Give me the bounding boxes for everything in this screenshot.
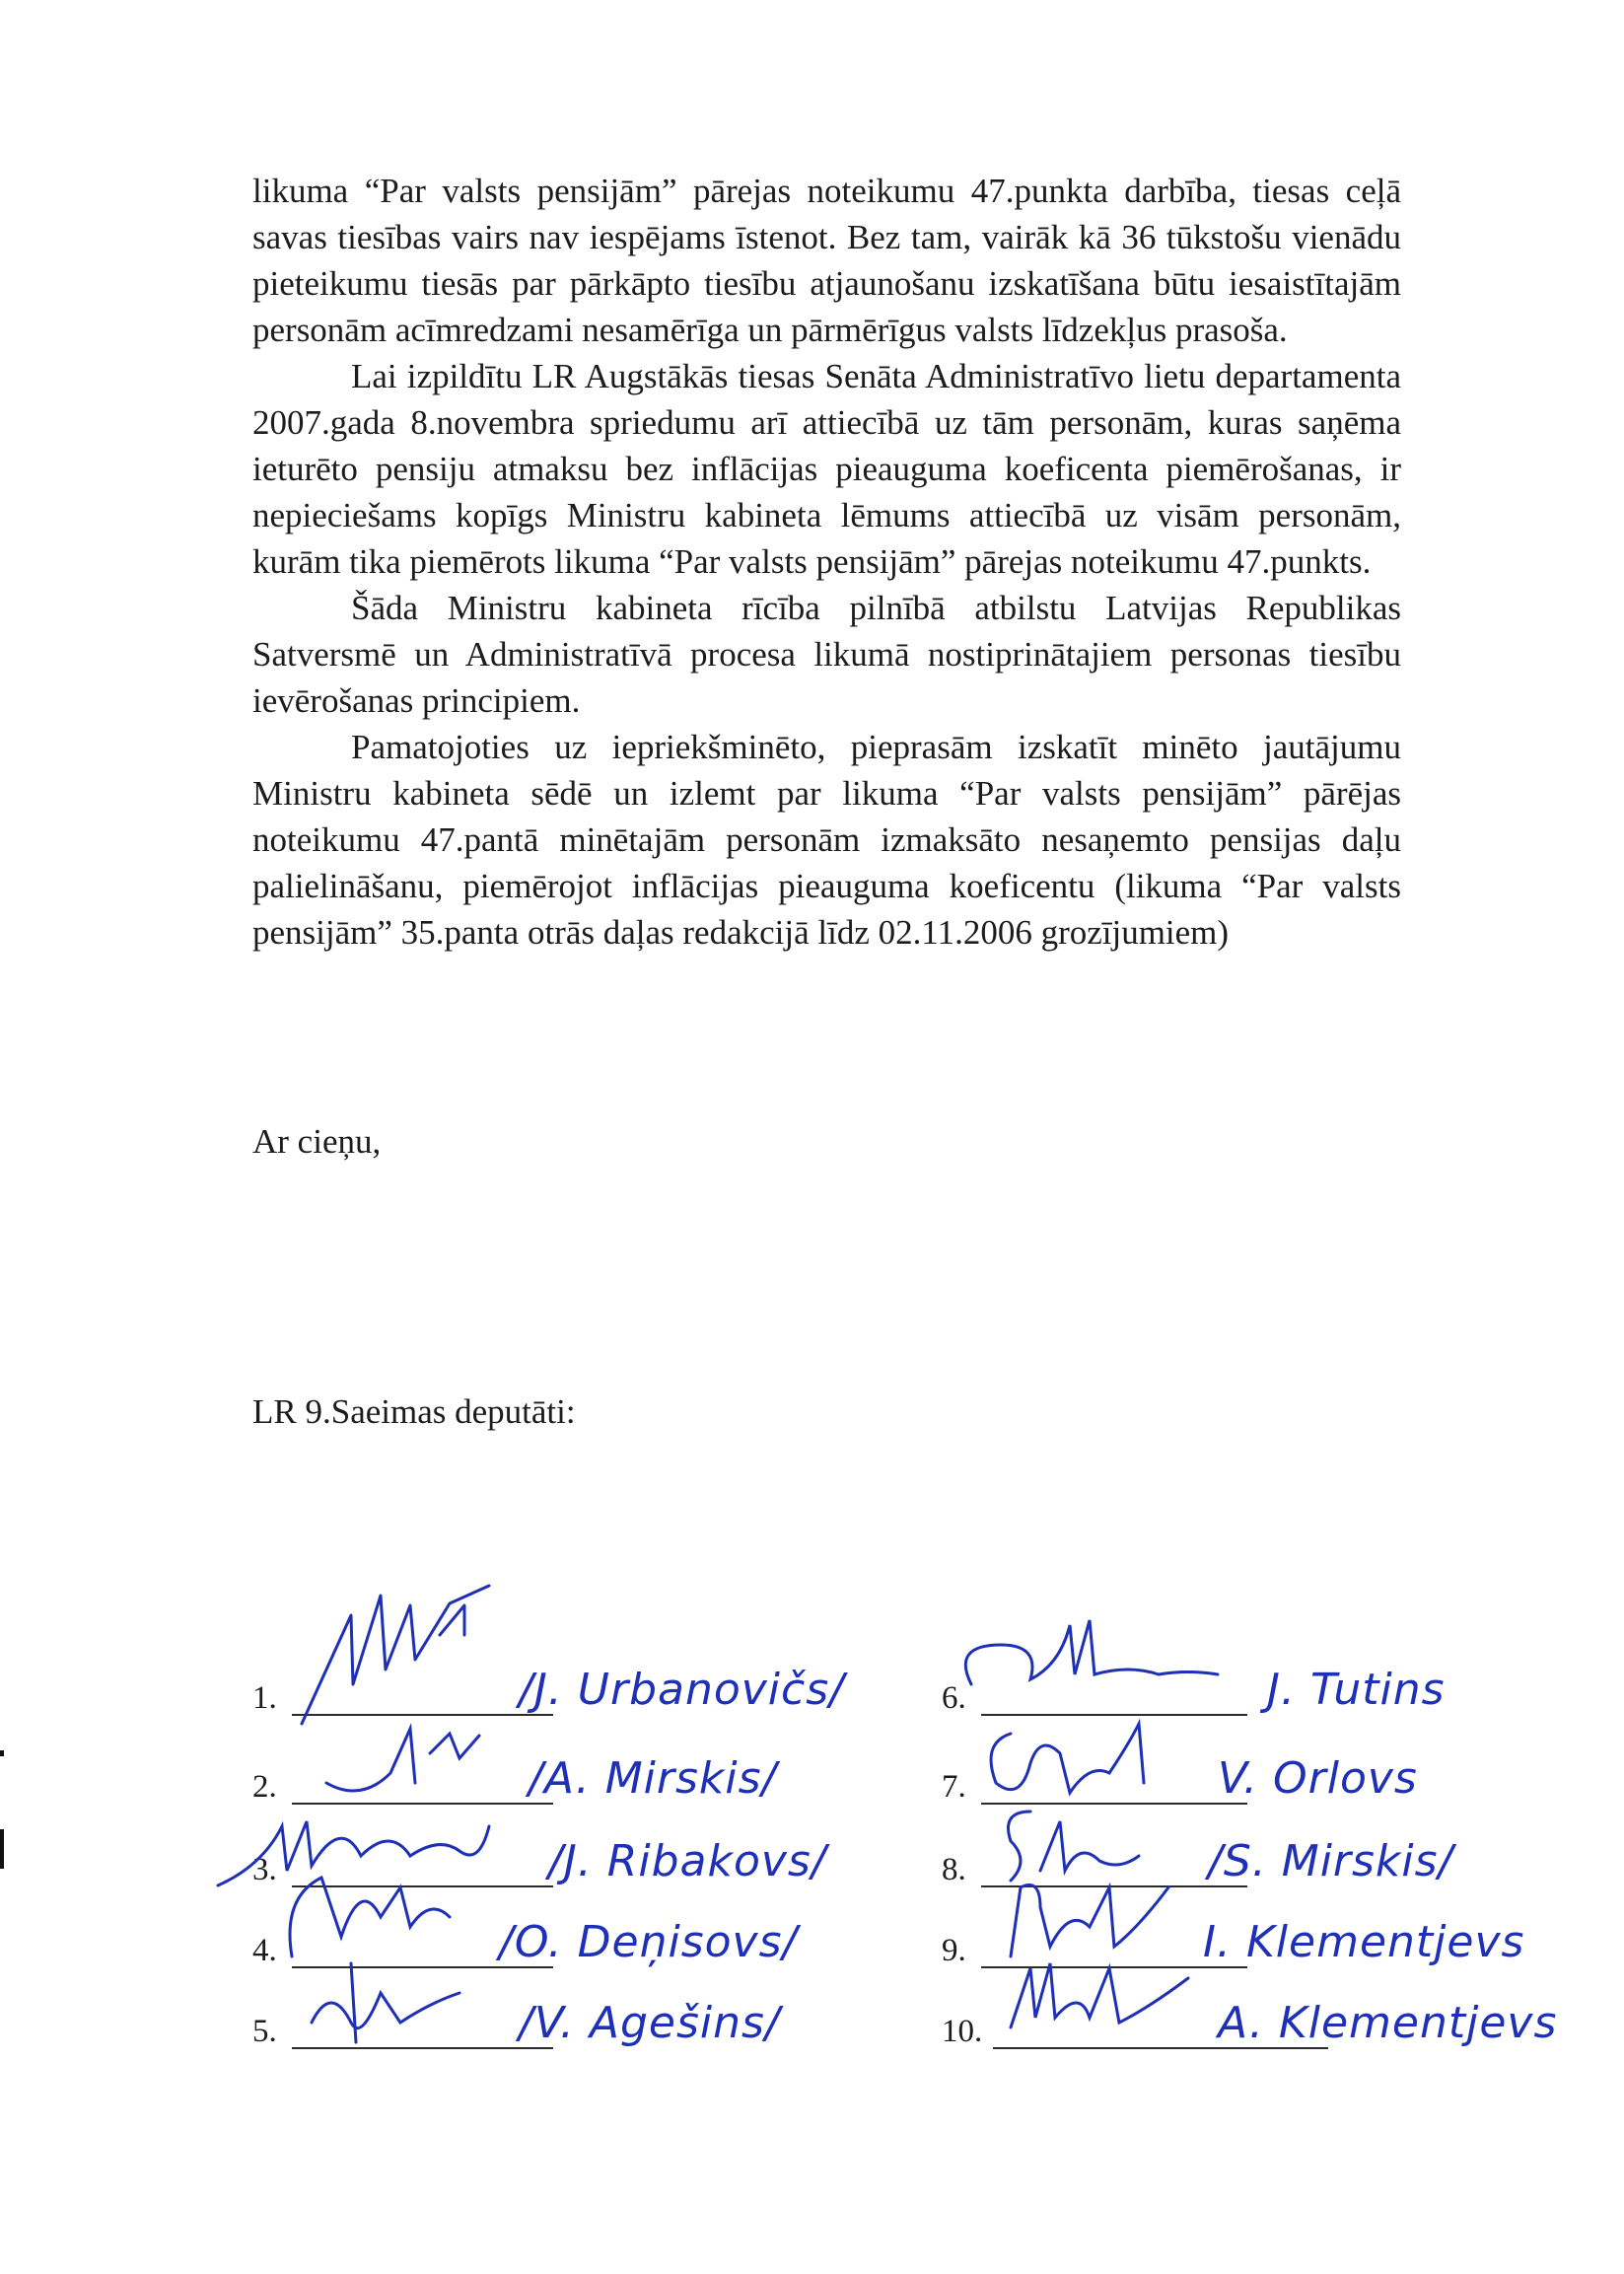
handwritten-signature-icon [981,1714,1198,1812]
handwritten-signature-icon [991,1949,1208,2057]
signature-number: 6. [942,1680,966,1716]
paragraph-1: likuma “Par valsts pensijām” pārejas noteikumu 47.punkta darbība, tiesas ceļā savas tiesības vairs nav iespējams īstenot. Bez tam, vairāk kā 36 tūkstošu vienādu pieteikumu tiesās par pārkāpto tiesību atjaunošanu izskatīšana būtu iesaistītajām personām acīmredzami nesamērīga un pārmērīgus valsts līdzekļus prasoša. [252,172,1401,349]
handwritten-signature-icon [292,1576,529,1734]
signature-number: 7. [942,1769,966,1805]
signatory-name: I. Klementjevs [1203,1917,1525,1967]
signatory-name: /J. Ribakovs/ [548,1836,827,1886]
paragraph-4: Pamatojoties uz iepriekšminēto, pieprasām izskatīt minēto jautājumu Ministru kabineta sēdē un izlemt par likuma “Par valsts pensijām” pārējas noteikumu 47.pantā minētajām personām izmaksāto nesaņemto pensijas daļu palielināšanu, piemērojot inflācijas pieauguma koeficentu (likuma “Par valsts pensijām” 35.panta otrās daļas redakcijā līdz 02.11.2006 grozījumiem) [252,728,1401,952]
signatory-name: J. Tutins [1267,1665,1446,1715]
signatory-name: /S. Mirskis/ [1208,1836,1454,1886]
signature-number: 5. [252,2014,277,2049]
signatory-name: /V. Agešins/ [519,1998,781,2048]
signature-number: 4. [252,1933,277,1968]
signature-number: 10. [942,2014,983,2049]
signature-number: 8. [942,1852,966,1887]
letter-body [252,168,1401,956]
signatory-name: /J. Urbanovičs/ [519,1665,845,1715]
signature-number: 2. [252,1769,277,1805]
signature-row-5 [252,1998,864,2057]
handwritten-signature-icon [302,1954,499,2052]
paragraph-3: Šāda Ministru kabineta rīcība pilnībā atbilstu Latvijas Republikas Satversmē un Administratīvā procesa likumā nostiprinātajiem personas tiesību ievērošanas principiem. [252,589,1401,720]
signatory-name: /O. Deņisovs/ [499,1917,799,1967]
signature-number: 9. [942,1933,966,1968]
handwritten-signature-icon [282,1858,499,1966]
closing-salutation: Ar cieņu, [252,1122,382,1161]
signature-row-10 [942,1998,1592,2057]
signatory-name: V. Orlovs [1218,1753,1418,1804]
scan-edge-mark [0,1829,4,1869]
signatory-name: A. Klementjevs [1218,1998,1558,2048]
signature-number: 3. [252,1852,277,1887]
signature-number: 1. [252,1680,277,1716]
paragraph-2: Lai izpildītu LR Augstākās tiesas Senāta Administratīvo lietu departamenta 2007.gada 8.novembra spriedumu arī attiecībā uz tām personām, kuras saņēma ieturēto pensiju atmaksu bez inflācijas pieauguma koeficenta piemērošanas, ir nepieciešams kopīgs Ministru kabineta lēmums attiecībā uz visām personām, kurām tika piemērots likuma “Par valsts pensijām” pārejas noteikumu 47.punkts. [252,357,1401,581]
handwritten-signature-icon [952,1605,1228,1704]
signatory-name: /A. Mirskis/ [529,1753,778,1804]
deputies-label: LR 9.Saeimas deputāti: [252,1392,576,1431]
scan-edge-mark [0,1750,4,1756]
